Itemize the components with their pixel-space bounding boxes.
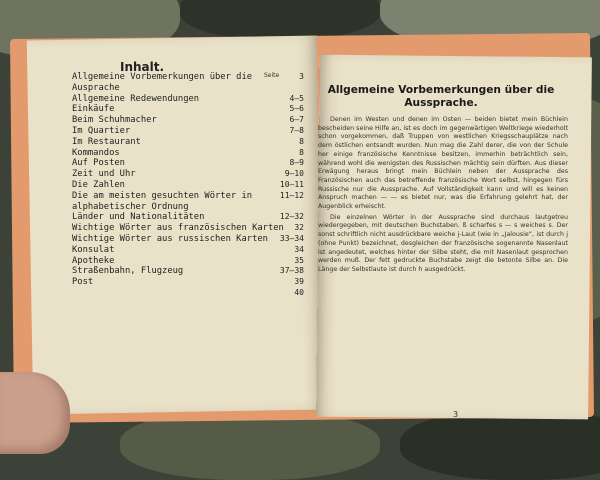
toc-entry-page: 6–7 [289,115,304,125]
toc-entry [72,115,304,126]
toc-entry-page: 40 [294,287,304,297]
toc-entry-page: 12–32 [279,212,304,222]
toc-entry-label: Wichtige Wörter aus russischen Karten [72,233,268,244]
thumb [0,372,70,454]
toc-entry-label: Kommandos [72,147,120,158]
page-number: 3 [453,410,459,419]
toc-entry [72,148,304,159]
body-paragraph: Denen im Westen und denen im Osten — beiden bietet mein Büchlein bescheiden seine Hilfe an, ist es doch im gegenwärtigen Weltkriege wiederholt schon vorgekommen, daß Truppen von westlichen Kriegsschauplätze nach dem östlichen entsandt wurden. Nun mag die Zahl derer, die von der Schule her einige französische Kenntnisse besitzen, immerhin beträchtlich sein, während wohl die wenigsten des Russischen mächtig sein dürften. Aus dieser Erwägung heraus bringt mein Büchlein neben der Aussprache des Französischen auch das betreffende französische Wort selbst, hingegen fürs Russische nur die Aussprache. Auf Vollständigkeit kann und will es keinen Anspruch machen — — es bietet nur, was die Erfahrung gelehrt hat, der Augenblick erheischt. [318,116,568,211]
toc-entry-label: Im Quartier [72,125,131,136]
toc-entry [72,191,304,213]
toc-title: Inhalt. [120,60,165,74]
toc-entry [72,126,304,137]
toc-entry-page: 11–12 [279,190,304,200]
toc-entry-label: Beim Schuhmacher [72,115,157,126]
toc-entry-page: 10–11 [279,179,304,189]
toc-entry-page: 8 [299,136,304,146]
toc-entry-page: 3 [299,72,304,81]
toc-entry [72,137,304,148]
toc-entry-label: Zeit und Uhr [72,169,136,180]
toc-entry [72,288,304,299]
toc-entry-label: Allgemeine Vorbemerkungen über die Ausprache [72,72,253,93]
toc-entry [72,158,304,169]
toc-entry-label: Die am meisten gesuchten Wörter in alphabetischer Ordnung [72,190,253,212]
toc-entry [72,266,304,277]
toc-entry-label: Allgemeine Redewendungen [72,93,200,104]
toc-entry-page: 4–5 [289,93,304,103]
toc-entry-label: Post [72,277,94,288]
toc-entry-label: Im Restaurant [72,136,141,147]
toc-entry [72,180,304,191]
toc-entry-label: Konsulat [72,244,115,255]
toc-entry-page: 5–6 [289,104,304,114]
toc-entry-page: 39 [294,277,304,287]
section-body [318,116,568,277]
toc-entry [72,245,304,256]
toc-entry [72,256,304,267]
body-paragraph: Die einzelnen Wörter in der Aussprache sind durchaus lautgetreu wiedergegeben, mit deutschen Buchstaben. ß scharfes s — s weiches s. Der sonst schriftlich nicht ausdrückbare weiche j-Laut (wie in „Jalousie“, ist durch j (ohne Punkt) bezeichnet, desgleichen der französische sogenannte Nasenlaut ist angedeutet, welches hinter der Silbe steht, die mit Nasenlaut gesprochen werden muß. Der fett gedruckte Buchstabe zeigt die betonte Silbe an. Die Länge der Selbstlaute ist durch h ausgedrückt. [318,213,568,273]
toc-entry-label: Apotheke [72,255,115,266]
page-column-label: Seite [264,72,280,79]
toc-entry-label: Länder und Nationalitäten [72,212,205,223]
toc-entry-label: Wichtige Wörter aus französischen Karten [72,223,284,234]
toc-entry-page: 37–38 [279,266,304,276]
toc-entry-page: 34 [294,244,304,254]
toc-entry [72,212,304,223]
toc-entry [72,223,304,234]
table-of-contents [72,72,304,299]
toc-entry-page: 32 [294,223,304,233]
toc-entry [72,72,304,94]
toc-entry-page: 9–10 [284,169,304,179]
toc-entry [72,277,304,288]
toc-entry [72,234,304,245]
toc-entry-page: 35 [294,255,304,265]
toc-entry [72,104,304,115]
toc-entry-page: 8 [299,147,304,157]
toc-entry-label: Einkäufe [72,104,115,115]
toc-entry [72,94,304,105]
toc-entry-label: Auf Posten [72,158,125,169]
toc-entry-page: 7–8 [289,125,304,135]
toc-entry-page: 33–34 [279,233,304,243]
toc-entry-label: Die Zahlen [72,179,125,190]
toc-entry-page: 8–9 [289,158,304,168]
toc-entry [72,169,304,180]
toc-entry-label: Straßenbahn, Flugzeug [72,266,184,277]
section-title: Allgemeine Vorbemerkungen über die Aussprache. [327,84,555,109]
